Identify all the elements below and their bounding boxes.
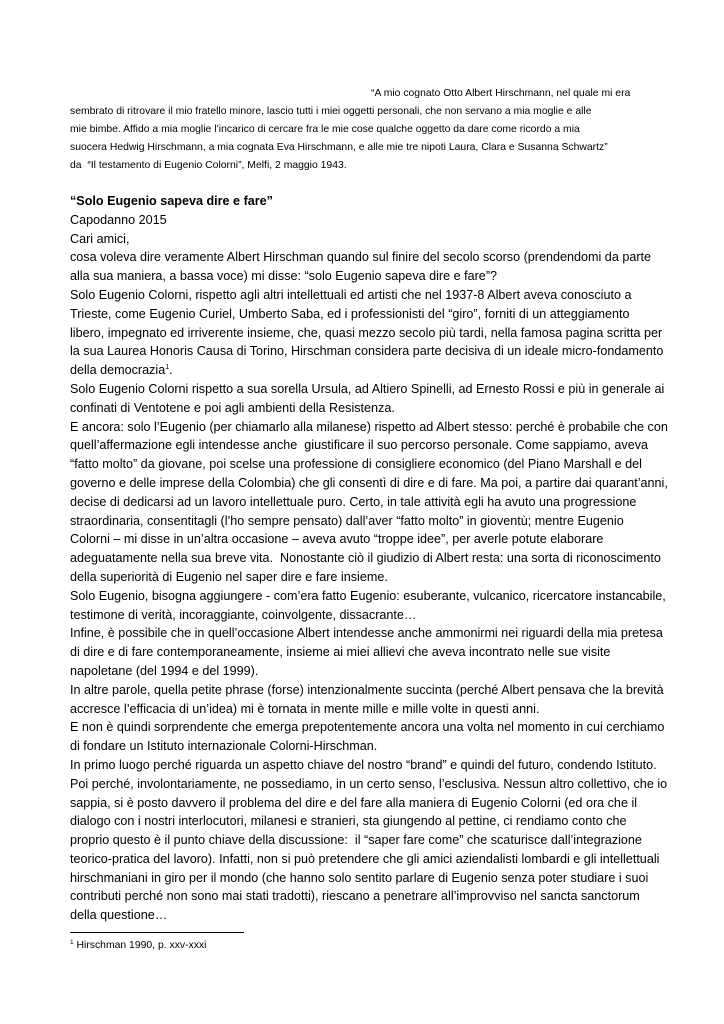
body-line: contributi perché non sono mai stati tradotti), riescano a penetrare all’improvviso nel sancta sanctorum — [70, 889, 640, 904]
footnote-text: Hirschman 1990, p. xxv-xxxi — [73, 940, 207, 951]
body-line: adeguatamente nella sua breve vita. Nonostante ciò il giudizio di Albert resta: una sorta di riconoscimento — [70, 551, 661, 566]
body-line-text: della democrazia — [70, 363, 166, 378]
body-line: decise di dedicarsi ad un lavoro intellettuale puro. Certo, in tale attività egli ha avuto una progressione — [70, 494, 637, 509]
body-line: libero, impegnato ed irriverente insieme, che, quasi mezzo secolo più tardi, nella famosa pagina scritta per — [70, 325, 663, 340]
body-line: In altre parole, quella petite phrase (forse) intenzionalmente succinta (perché Albert pensava che la brevità — [70, 682, 664, 697]
body-line: Capodanno 2015 — [70, 212, 167, 227]
body-line: confinati di Ventotene e poi agli ambienti della Resistenza. — [70, 400, 395, 415]
body-line: proprio questo è il punto chiave della discussione: il “saper fare come” che scaturisce dall’integrazione — [70, 833, 642, 848]
footnote-marker: 1 — [70, 939, 74, 946]
letter-body — [70, 192, 670, 925]
body-line: testimone di verità, incoraggiante, coinvolgente, dissacrante… — [70, 607, 417, 622]
body-line: quell’affermazione egli intendesse anche giustificare il suo percorso personale. Come sappiamo, aveva — [70, 438, 649, 453]
epigraph-line: “A mio cognato Otto Albert Hirschmann, nel quale mi era — [371, 88, 631, 99]
body-line: teorico-pratica del lavoro). Infatti, non si può pretendere che gli amici aziendalisti lombardi e gli intellettuali — [70, 851, 660, 866]
body-line: Trieste, come Eugenio Curiel, Umberto Saba, ed i professionisti del “giro”, forniti di un atteggiamento — [70, 306, 630, 321]
body-line: Poi perché, involontariamente, ne possediamo, in un certo senso, l’esclusiva. Nessun altro collettivo, che io — [70, 776, 668, 791]
body-line: In primo luogo perché riguarda un aspetto chiave del nostro “brand” e quindi del futuro, condendo Istituto. — [70, 757, 657, 772]
body-line: “fatto molto” da giovane, poi scelse una professione di consigliere economico (del Piano Marshall e del — [70, 457, 642, 472]
letter-title: “Solo Eugenio sapeva dire e fare” — [70, 194, 273, 208]
footnote-separator — [70, 932, 244, 933]
body-line: Cari amici, — [70, 231, 130, 246]
body-line: Colorni – mi disse in un’altra occasione – aveva avuto “troppe idee”, per averle potute elaborare — [70, 532, 604, 547]
body-line: dialogo con i nostri interlocutori, milanesi e stranieri, sta giungendo al pettine, ci rendiamo conto che — [70, 814, 627, 829]
epigraph-line: sembrato di ritrovare il mio fratello minore, lascio tutti i miei oggetti personali, che non servano a mia moglie e alle — [70, 106, 592, 117]
body-line: della questione… — [70, 908, 168, 923]
body-line: della democrazia$^1$. — [70, 363, 173, 378]
body-line: accresce l’efficacia di un’idea) mi è tornata in mente mille e mille volte in questi anni. — [70, 701, 540, 716]
body-line: della superiorità di Eugenio nel saper dire e fare insieme. — [70, 569, 388, 584]
body-line: napoletane (del 1994 e del 1999). — [70, 663, 259, 678]
body-line: di dire e di fare contemporaneamente, insieme ai miei allievi che aveva incontrato nelle sue visite — [70, 645, 611, 660]
footnote — [70, 939, 206, 953]
body-line: alla sua maniera, a bassa voce) mi disse: “solo Eugenio sapeva dire e fare”? — [70, 269, 498, 284]
body-line: cosa voleva dire veramente Albert Hirschman quando sul finire del secolo scorso (prendendomi da parte — [70, 250, 652, 265]
footnote-reference[interactable]: 1 — [165, 364, 170, 372]
body-line: straordinaria, consentitagli (l’ho sempre pensato) dall’aver “fatto molto” in gioventù; mentre Eugenio — [70, 513, 624, 528]
body-line: la sua Laurea Honoris Causa di Torino, Hirschman considera parte decisiva di un ideale micro-fondamento — [70, 344, 664, 359]
epigraph-line: mie bimbe. Affido a mia moglie l’incarico di cercare fra le mie cose qualche oggetto da dare come ricordo a mia — [70, 124, 580, 135]
epigraph — [70, 85, 670, 175]
body-line: E ancora: solo l’Eugenio (per chiamarlo alla milanese) rispetto ad Albert stesso: perché è probabile che con — [70, 419, 668, 434]
epigraph-line: suocera Hedwig Hirschmann, a mia cognata Eva Hirschmann, e alle mie tre nipoti Laura, Clara e Susanna Schwartz” — [70, 142, 608, 153]
body-line: di fondare un Istituto internazionale Colorni-Hirschman. — [70, 739, 378, 754]
body-line: Infine, è possibile che in quell’occasione Albert intendesse anche ammonirmi nei riguardi della mia pretesa — [70, 626, 663, 641]
body-line: sappia, si è posto davvero il problema del dire e del fare alla maniera di Eugenio Colorni (ed ora che il — [70, 795, 638, 810]
body-line: Solo Eugenio, bisogna aggiungere - com’era fatto Eugenio: esuberante, vulcanico, ricercatore instancabile, — [70, 588, 666, 603]
body-line: Solo Eugenio Colorni rispetto a sua sorella Ursula, ad Altiero Spinelli, ad Ernesto Rossi e più in generale ai — [70, 381, 665, 396]
body-line: E non è quindi sorprendente che emerga prepotentemente ancora una volta nel momento in cui cerchiamo — [70, 720, 665, 735]
body-line: Solo Eugenio Colorni, rispetto agli altri intellettuali ed artisti che nel 1937-8 Albert aveva conosciuto a — [70, 287, 632, 302]
body-line: hirschmaniani in giro per il mondo (che hanno solo sentito parlare di Eugenio senza poter studiare i suoi — [70, 870, 649, 885]
body-line: governo e delle imprese della Colombia) che gli consentì di dire e di fare. Ma poi, a partire dai quarant’anni, — [70, 475, 668, 490]
epigraph-line: da “Il testamento di Eugenio Colorni”, Melfi, 2 maggio 1943. — [70, 160, 347, 171]
